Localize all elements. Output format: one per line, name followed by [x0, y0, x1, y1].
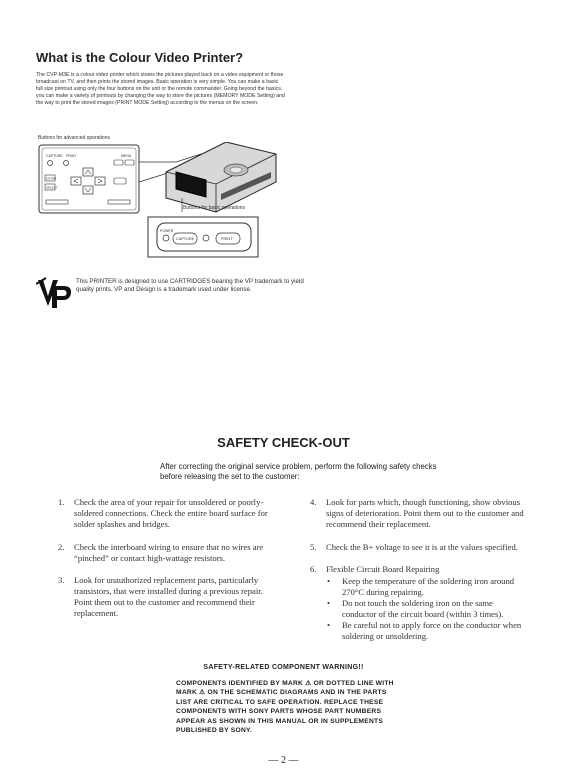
remote-button-label: MENU [121, 154, 132, 158]
bullet-item: • Keep the temperature of the soldering iron around 270°C during repairing. [327, 576, 527, 600]
intro-paragraph: The CVP-M3E is a colour video printer which stores the pictures played back on a video equipment or those broadcast on TV, and then prints the stored images. Basic operation is very simple. You can make a basic full size printout using only the four buttons on the unit or the remote commander. Going beyond the basics, you can make a variety of printouts by changing the way to store the pictures (MEMORY MODE Setting) and the way to print the stored images (PRINT MODE Setting) according to the menus on the screen. [36, 72, 285, 106]
bullet-item: • Be careful not to apply force on the conductor when soldering or unsoldering. [327, 620, 527, 644]
basic-buttons-label: Buttons for basic operations [183, 205, 245, 211]
printer-figure [36, 142, 296, 267]
basic-button-label: PRINT [221, 237, 233, 241]
bullet-text: Be careful not to apply force on the conductor when soldering or unsoldering. [342, 620, 522, 641]
safety-item [58, 497, 276, 537]
basic-buttons-panel [148, 217, 258, 257]
safety-item [58, 542, 276, 568]
warning-heading: SAFETY-RELATED COMPONENT WARNING!! [203, 664, 364, 671]
bullet-item: • Do not touch the soldering iron on the same conductor of the circuit board (within 3 times). [327, 598, 527, 622]
page-number: — 2 — [268, 755, 299, 766]
basic-button-label: CAPTURE [176, 237, 195, 241]
item-number: 3. [58, 575, 65, 585]
warning-text: COMPONENTS IDENTIFIED BY MARK ⚠ OR DOTTED LINE WITH MARK ⚠ ON THE SCHEMATIC DIAGRAMS AND IN THE PARTS LIST ARE CRITICAL TO SAFE OPERATION. REPLACE THESE COMPONENTS WITH SONY PARTS WHOSE PART NUMBERS APPEAR AS SHOWN IN THIS MANUAL OR IN SUPPLEMENTS PUBLISHED BY SONY. [176, 680, 394, 735]
safety-checkout-intro: After correcting the original service problem, perform the following safety checks before releasing the set to the customer: [160, 462, 437, 481]
vp-trademark-text: This PRINTER is designed to use CARTRIDGES bearing the VP trademark to yield quality prints. VP and Design is a trademark used under license. [76, 278, 304, 294]
item-number: 5. [310, 542, 317, 552]
printer-illustration [166, 142, 276, 212]
item-text: Check the interboard wiring to ensure that no wires are “pinched” or contact high-wattage resistors. [74, 542, 264, 563]
bullet-text: Do not touch the soldering iron on the same conductor of the circuit board (within 3 times). [342, 598, 504, 619]
bullet-text: Keep the temperature of the soldering iron around 270°C during repairing. [342, 576, 515, 597]
advanced-buttons-label: Buttons for advanced operations [38, 135, 110, 141]
remote-commander-illustration [39, 145, 139, 213]
remote-button-label: CAPTURE [46, 154, 63, 158]
safety-item [310, 542, 528, 556]
remote-button-label: ENTER [46, 176, 57, 181]
item-text: Flexible Circuit Board Repairing [326, 564, 440, 574]
item-text: Check the area of your repair for unsoldered or poorly-soldered connections. Check the entire board surface for solder splashes and bridges. [74, 497, 268, 529]
item-text: Look for parts which, though functioning, show obvious signs of deterioration. Point them out to the customer and recommend their replacement. [326, 497, 524, 529]
page-title: What is the Colour Video Printer? [36, 50, 244, 65]
item-text: Check the B+ voltage to see it is at the values specified. [326, 542, 518, 552]
remote-button-label: SELECT [46, 185, 58, 190]
item-number: 1. [58, 497, 65, 507]
safety-item [310, 497, 528, 537]
item-number: 6. [310, 564, 317, 574]
item-number: 4. [310, 497, 317, 507]
remote-button-label: PRINT [66, 154, 77, 158]
item-text: Look for unauthorized replacement parts, particularly transistors, that were installed during a previous repair. Point them out to the customer and recommend their replacement. [74, 575, 263, 618]
vp-logo [36, 276, 72, 310]
basic-button-label: POWER [160, 229, 174, 233]
item-number: 2. [58, 542, 65, 552]
safety-checkout-title: SAFETY CHECK-OUT [217, 435, 350, 450]
safety-item [58, 575, 276, 625]
